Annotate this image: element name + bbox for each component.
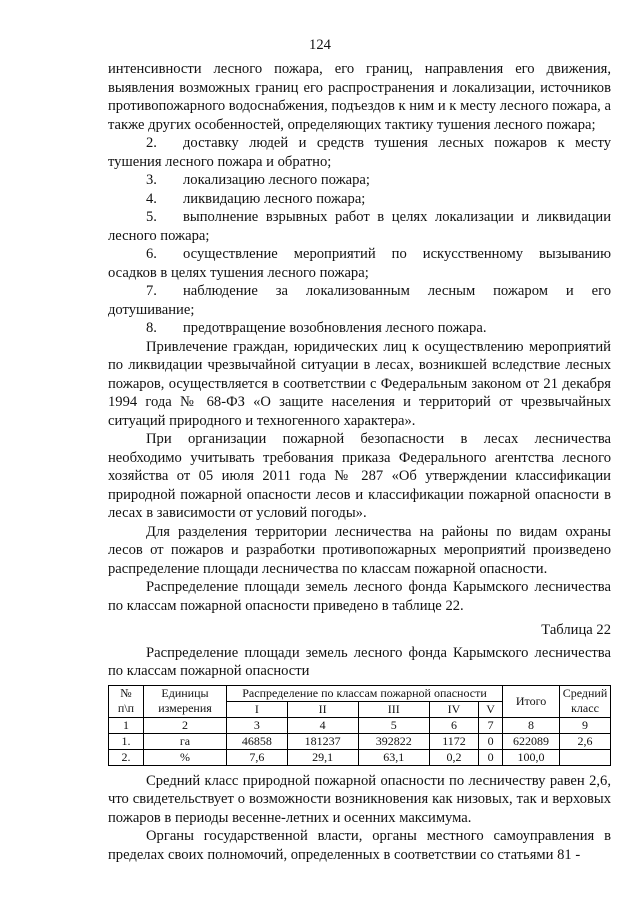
- table-cell: 7,6: [227, 749, 288, 765]
- table-cell: 0: [479, 733, 503, 749]
- header-total: Итого: [503, 685, 560, 717]
- list-item-number: 5.: [146, 209, 157, 225]
- column-number: 8: [503, 717, 560, 733]
- table-header-row: [109, 685, 611, 701]
- header-average-class: Средний класс: [560, 685, 611, 717]
- column-number: 6: [429, 717, 479, 733]
- table-row: [109, 733, 611, 749]
- list-item: [108, 171, 611, 190]
- table-cell: 29,1: [287, 749, 358, 765]
- header-class-i: I: [227, 701, 288, 717]
- table-cell: %: [144, 749, 227, 765]
- table-cell: 1172: [429, 733, 479, 749]
- table-cell: 622089: [503, 733, 560, 749]
- body-paragraph: Привлечение граждан, юридических лиц к осуществлению мероприятий по ликвидации чрезвычайной ситуации в лесах, возникшей вследствие лесных пожаров, осуществляется в соответствии с Федеральным законом от 21 декабря 1994 года № 68-ФЗ «О защите населения и территорий от чрезвычайных ситуаций природного и техногенного характера».: [108, 338, 611, 429]
- column-number: 5: [358, 717, 429, 733]
- table-cell: 63,1: [358, 749, 429, 765]
- column-number: 1: [109, 717, 144, 733]
- list-item-text: осуществление мероприятий по искусственному вызыванию осадков в целях тушения лесного пожара;: [108, 246, 611, 281]
- column-number: 4: [287, 717, 358, 733]
- page-number: 124: [309, 37, 331, 53]
- body-paragraph: Органы государственной власти, органы местного самоуправления в пределах своих полномочий, определенных в соответствии со статьями 81 -: [108, 828, 611, 863]
- column-number: 2: [144, 717, 227, 733]
- table-cell: 0: [479, 749, 503, 765]
- list-item: [108, 245, 611, 282]
- table-cell: 46858: [227, 733, 288, 749]
- list-item-number: 6.: [146, 246, 157, 262]
- table-cell: 100,0: [503, 749, 560, 765]
- list-item: [108, 282, 611, 319]
- table-label: Таблица 22: [541, 622, 611, 638]
- table-cell: 181237: [287, 733, 358, 749]
- header-class-ii: II: [287, 701, 358, 717]
- measures-list: [108, 134, 611, 338]
- list-item: [108, 319, 611, 338]
- list-item-text: ликвидацию лесного пожара;: [183, 190, 366, 207]
- column-number: 3: [227, 717, 288, 733]
- list-item-number: 8.: [146, 320, 157, 336]
- table-cell: 2,6: [560, 733, 611, 749]
- intro-paragraph: интенсивности лесного пожара, его границ, направления его движения, выявления возможных границ его распространения и локализации, источников противопожарного водоснабжения, подъездов к ним и к месту лесного пожара, а также других особенностей, определяющих тактику тушения лесного пожара;: [108, 61, 611, 133]
- page-body: [108, 60, 611, 864]
- header-units: Единицы измерения: [144, 685, 227, 717]
- list-item: [108, 134, 611, 171]
- body-paragraph: При организации пожарной безопасности в лесах лесничества необходимо учитывать требования приказа Федерального агентства лесного хозяйства от 05 июля 2011 года № 287 «Об утверждении классификации природной пожарной опасности лесов и классификации пожарной опасности в лесах в зависимости от условий погоды».: [108, 431, 611, 521]
- list-item-number: 2.: [146, 135, 157, 151]
- column-number: 7: [479, 717, 503, 733]
- fire-class-table: [108, 685, 611, 766]
- header-number: № п\п: [109, 685, 144, 717]
- table-row: [109, 749, 611, 765]
- header-classes-group: Распределение по классам пожарной опасности: [227, 685, 503, 701]
- body-paragraph: Для разделения территории лесничества на районы по видам охраны лесов от пожаров и разработки противопожарных мероприятий произведено распределение площади лесничества по классам пожарной опасности.: [108, 523, 611, 577]
- header-class-iv: IV: [429, 701, 479, 717]
- table-cell: 1.: [109, 733, 144, 749]
- body-paragraph: Распределение площади земель лесного фонда Карымского лесничества по классам пожарной опасности приведено в таблице 22.: [108, 579, 611, 614]
- body-paragraph: Средний класс природной пожарной опасности по лесничеству равен 2,6, что свидетельствует о возможности возникновения как низовых, так и верховых пожаров в периоды весенне-летних и осенних максимума.: [108, 772, 611, 826]
- list-item: [108, 190, 611, 209]
- table-cell: 392822: [358, 733, 429, 749]
- list-item-text: выполнение взрывных работ в целях локализации и ликвидации лесного пожара;: [108, 209, 611, 244]
- table-title: Распределение площади земель лесного фонда Карымского лесничества по классам пожарной опасности: [108, 644, 611, 679]
- column-number-row: [109, 717, 611, 733]
- header-class-v: V: [479, 701, 503, 717]
- table-cell: 2.: [109, 749, 144, 765]
- header-class-iii: III: [358, 701, 429, 717]
- list-item-number: 4.: [146, 190, 157, 207]
- list-item-text: доставку людей и средств тушения лесных пожаров к месту тушения лесного пожара и обратно;: [108, 135, 611, 170]
- table-cell: 0,2: [429, 749, 479, 765]
- list-item-number: 7.: [146, 283, 157, 299]
- table-cell: га: [144, 733, 227, 749]
- list-item-text: локализацию лесного пожара;: [183, 172, 370, 188]
- table-cell: [560, 749, 611, 765]
- list-item-number: 3.: [146, 172, 157, 188]
- list-item-text: предотвращение возобновления лесного пожара.: [183, 320, 487, 336]
- list-item: [108, 208, 611, 245]
- column-number: 9: [560, 717, 611, 733]
- list-item-text: наблюдение за локализованным лесным пожаром и его дотушивание;: [108, 283, 611, 318]
